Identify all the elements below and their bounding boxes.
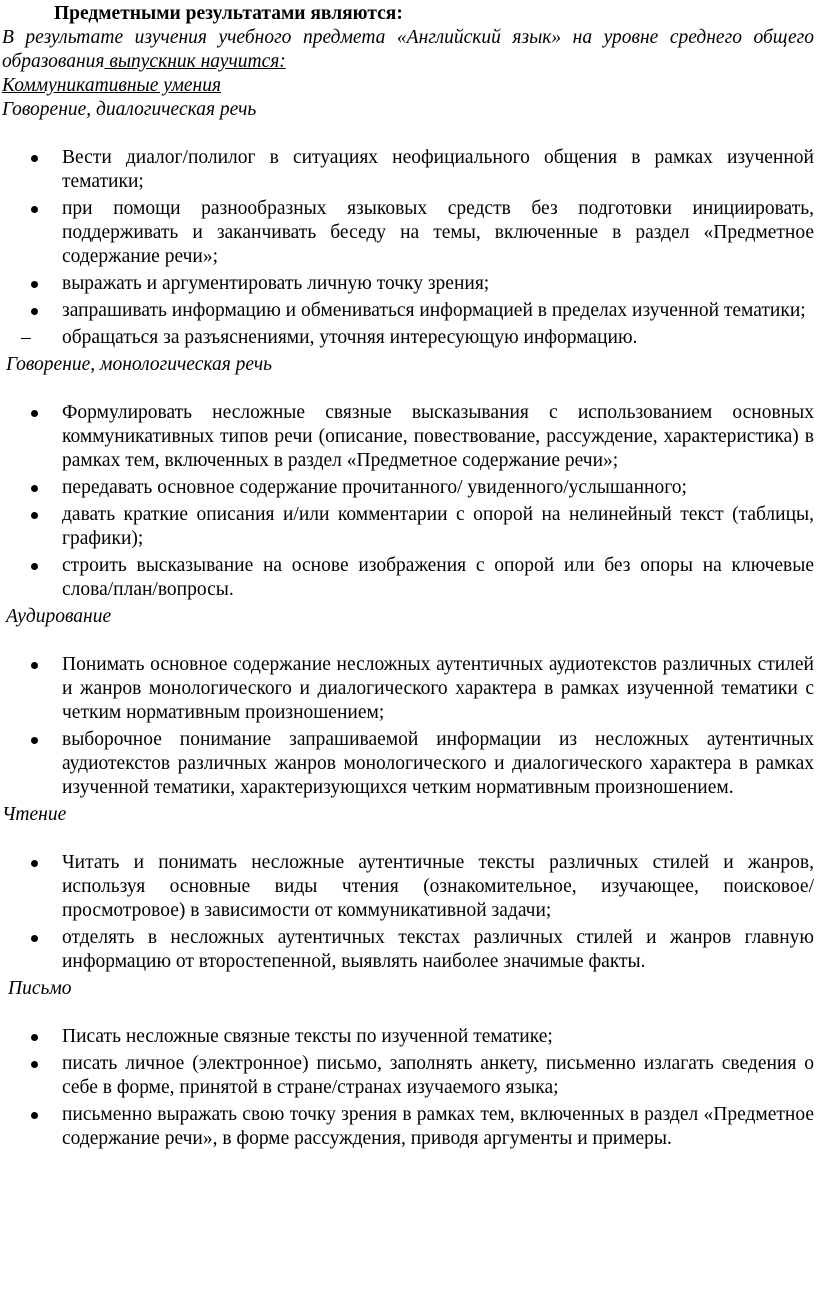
list-item: Формулировать несложные связные высказывания с использованием основных коммуникативных типов речи (описание, повествование, рассуждение, характеристика) в рамках тем, включенных в раздел «Предметное содержание речи»; <box>2 401 814 473</box>
bullet-icon <box>31 737 38 744</box>
dash-icon: – <box>21 327 31 348</box>
intro-underlined-text: выпускник научится: <box>104 51 286 72</box>
bullet-icon <box>31 1061 38 1068</box>
section-list-listening <box>2 653 814 800</box>
bullet-icon <box>31 281 38 288</box>
bullet-icon <box>31 485 38 492</box>
section-list-writing <box>2 1025 814 1151</box>
list-item: передавать основное содержание прочитанного/ увиденного/услышанного; <box>2 476 814 500</box>
list-item: Писать несложные связные тексты по изученной тематике; <box>2 1025 814 1049</box>
spacer <box>2 377 814 401</box>
intro-text: В результате изучения учебного предмета «Английский язык» на уровне среднего общего образования <box>2 27 814 72</box>
document-title: Предметными результатами являются: <box>54 3 403 24</box>
list-item-dash: – обращаться за разъяснениями, уточняя интересующую информацию. <box>21 327 638 348</box>
list-item: выборочное понимание запрашиваемой информации из несложных аутентичных аудиотекстов различных жанров монологического и диалогического характера в рамках изученной тематики, характеризующихся четким нормативным произношением. <box>2 728 814 800</box>
spacer <box>2 1001 814 1025</box>
bullet-icon <box>31 662 38 669</box>
bullet-icon <box>31 1034 38 1041</box>
document-page <box>0 2 816 1305</box>
bullet-icon <box>31 563 38 570</box>
section-heading-writing: Письмо <box>8 978 72 999</box>
list-item: Читать и понимать несложные аутентичные тексты различных стилей и жанров, используя основные виды чтения (ознакомительное, изучающее, поисковое/просмотровое) в зависимости от коммуникативной задачи; <box>2 851 814 923</box>
intro-paragraph <box>2 26 814 74</box>
bullet-icon <box>31 512 38 519</box>
list-item: Вести диалог/полилог в ситуациях неофициального общения в рамках изученной тематики; <box>2 146 814 194</box>
list-item: письменно выражать свою точку зрения в рамках тем, включенных в раздел «Предметное содержание речи», в форме рассуждения, приводя аргументы и примеры. <box>2 1103 814 1151</box>
main-heading: Коммуникативные умения <box>2 75 222 96</box>
bullet-icon <box>31 206 38 213</box>
list-item: давать краткие описания и/или комментарии с опорой на нелинейный текст (таблицы, графики); <box>2 503 814 551</box>
list-item: Понимать основное содержание несложных аутентичных аудиотекстов различных стилей и жанров монологического и диалогического характера в рамках изученной тематики с четким нормативным произношением; <box>2 653 814 725</box>
spacer <box>2 629 814 653</box>
bullet-icon <box>31 410 38 417</box>
list-item: выражать и аргументировать личную точку зрения; <box>2 272 814 296</box>
bullet-icon <box>31 860 38 867</box>
section-list-reading <box>2 851 814 974</box>
section-list-dialogue <box>2 146 814 350</box>
section-heading-listening: Аудирование <box>6 606 112 627</box>
section-heading-reading: Чтение <box>2 804 67 825</box>
section-list-monologue <box>2 401 814 602</box>
list-item: запрашивать информацию и обмениваться информацией в пределах изученной тематики; <box>2 299 814 323</box>
list-item: при помощи разнообразных языковых средств без подготовки инициировать, поддерживать и заканчивать беседу на темы, включенные в раздел «Предметное содержание речи»; <box>2 197 814 269</box>
bullet-icon <box>31 1112 38 1119</box>
bullet-icon <box>31 308 38 315</box>
list-item: строить высказывание на основе изображения с опорой или без опоры на ключевые слова/план/вопросы. <box>2 554 814 602</box>
list-item: писать личное (электронное) письмо, заполнять анкету, письменно излагать сведения о себе в форме, принятой в стране/странах изучаемого языка; <box>2 1052 814 1100</box>
section-heading-dialogue: Говорение, диалогическая речь <box>2 99 257 120</box>
list-item: отделять в несложных аутентичных текстах различных стилей и жанров главную информацию от второстепенной, выявлять наиболее значимые факты. <box>2 926 814 974</box>
bullet-icon <box>31 935 38 942</box>
spacer <box>2 122 814 146</box>
spacer <box>2 827 814 851</box>
section-heading-monologue: Говорение, монологическая речь <box>6 354 273 375</box>
bullet-icon <box>31 155 38 162</box>
